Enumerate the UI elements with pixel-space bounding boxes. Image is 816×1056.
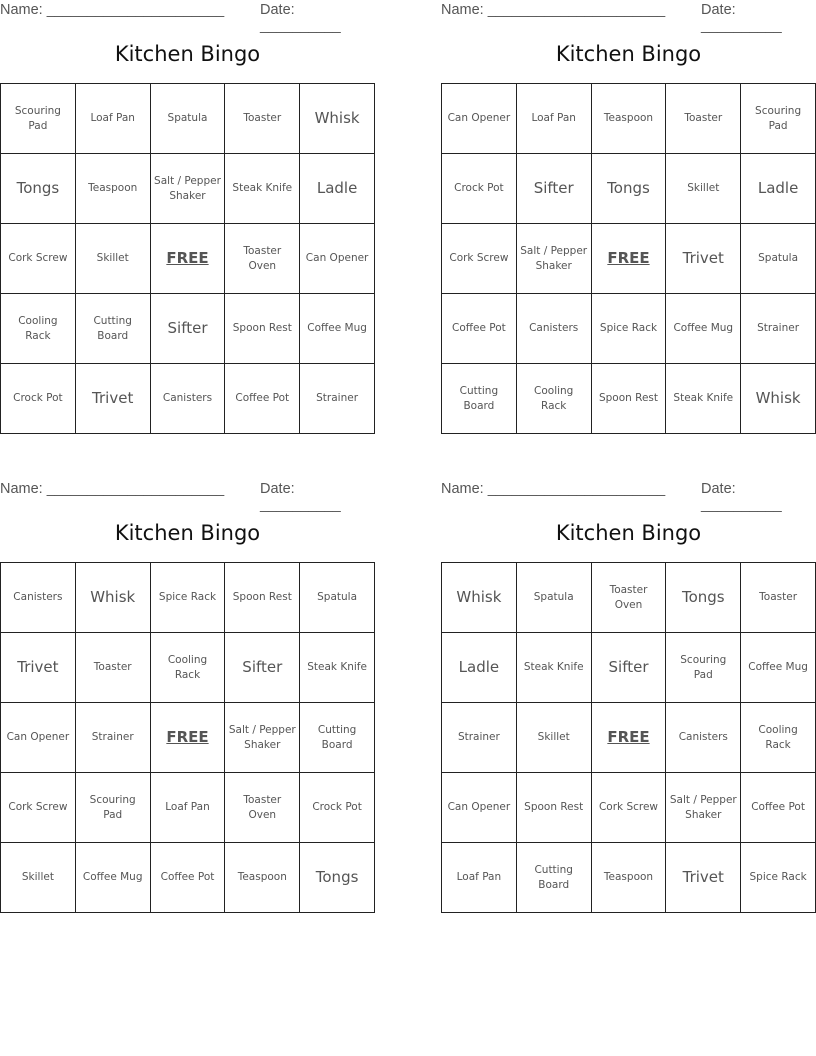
bingo-cell: Teaspoon bbox=[225, 843, 300, 913]
free-space-cell: FREE bbox=[592, 703, 667, 773]
bingo-cell: Toaster bbox=[225, 84, 300, 154]
bingo-cell: Toaster bbox=[76, 633, 151, 703]
card-header-fields bbox=[0, 2, 375, 34]
bingo-cell: Spatula bbox=[741, 224, 816, 294]
bingo-cell: Cork Screw bbox=[592, 773, 667, 843]
bingo-cell: Skillet bbox=[666, 154, 741, 224]
bingo-cell: Cooling Rack bbox=[151, 633, 226, 703]
bingo-cell: Whisk bbox=[300, 84, 375, 154]
bingo-cell: Crock Pot bbox=[300, 773, 375, 843]
bingo-cell: Strainer bbox=[300, 364, 375, 434]
bingo-cell: Ladle bbox=[741, 154, 816, 224]
bingo-cell: Toaster Oven bbox=[225, 773, 300, 843]
bingo-cell: Spice Rack bbox=[151, 563, 226, 633]
bingo-cell: Scouring Pad bbox=[666, 633, 741, 703]
bingo-cell: Skillet bbox=[1, 843, 76, 913]
bingo-cell: Spoon Rest bbox=[225, 563, 300, 633]
bingo-cell: Strainer bbox=[741, 294, 816, 364]
bingo-cell: Loaf Pan bbox=[151, 773, 226, 843]
card-title: Kitchen Bingo bbox=[555, 42, 702, 66]
bingo-cell: Tongs bbox=[300, 843, 375, 913]
bingo-cell: Tongs bbox=[666, 563, 741, 633]
date-field-label: Date: __________ bbox=[260, 481, 341, 513]
bingo-cell: Toaster bbox=[666, 84, 741, 154]
bingo-cell: Canisters bbox=[151, 364, 226, 434]
bingo-cell: Sifter bbox=[225, 633, 300, 703]
bingo-cell: Skillet bbox=[517, 703, 592, 773]
bingo-cell: Sifter bbox=[592, 633, 667, 703]
bingo-cell: Teaspoon bbox=[592, 843, 667, 913]
bingo-cell: Cooling Rack bbox=[517, 364, 592, 434]
bingo-cell: Can Opener bbox=[442, 773, 517, 843]
bingo-cell: Toaster Oven bbox=[592, 563, 667, 633]
bingo-cell: Coffee Mug bbox=[300, 294, 375, 364]
bingo-cell: Salt / Pepper Shaker bbox=[517, 224, 592, 294]
name-field-label: Name: ______________________ bbox=[441, 481, 666, 497]
bingo-cell: Coffee Mug bbox=[666, 294, 741, 364]
name-field-label: Name: ______________________ bbox=[0, 481, 225, 497]
bingo-cell: Steak Knife bbox=[666, 364, 741, 434]
date-field-label: Date: __________ bbox=[701, 2, 782, 34]
name-field-label: Name: ______________________ bbox=[0, 2, 225, 18]
bingo-cell: Coffee Pot bbox=[225, 364, 300, 434]
bingo-cell: Whisk bbox=[76, 563, 151, 633]
bingo-cell: Trivet bbox=[666, 224, 741, 294]
bingo-cell: Ladle bbox=[442, 633, 517, 703]
bingo-cell: Spice Rack bbox=[592, 294, 667, 364]
bingo-grid bbox=[0, 562, 375, 913]
free-space-cell: FREE bbox=[151, 703, 226, 773]
card-title: Kitchen Bingo bbox=[555, 521, 702, 545]
card-header-fields bbox=[0, 481, 375, 513]
bingo-cell: Spatula bbox=[300, 563, 375, 633]
card-title: Kitchen Bingo bbox=[114, 521, 261, 545]
bingo-cell: Loaf Pan bbox=[517, 84, 592, 154]
bingo-cell: Whisk bbox=[442, 563, 517, 633]
name-field-label: Name: ______________________ bbox=[441, 2, 666, 18]
free-space-cell: FREE bbox=[151, 224, 226, 294]
bingo-cell: Salt / Pepper Shaker bbox=[225, 703, 300, 773]
bingo-cell: Teaspoon bbox=[76, 154, 151, 224]
bingo-cell: Cutting Board bbox=[300, 703, 375, 773]
bingo-cell: Spoon Rest bbox=[225, 294, 300, 364]
bingo-cell: Coffee Mug bbox=[76, 843, 151, 913]
card-header-fields bbox=[441, 2, 816, 34]
bingo-cell: Coffee Pot bbox=[741, 773, 816, 843]
bingo-cell: Trivet bbox=[666, 843, 741, 913]
bingo-cell: Toaster Oven bbox=[225, 224, 300, 294]
bingo-card bbox=[441, 479, 816, 913]
bingo-cell: Cork Screw bbox=[442, 224, 517, 294]
bingo-cell: Skillet bbox=[76, 224, 151, 294]
bingo-cell: Scouring Pad bbox=[76, 773, 151, 843]
bingo-cell: Loaf Pan bbox=[76, 84, 151, 154]
bingo-grid bbox=[441, 562, 816, 913]
bingo-cell: Whisk bbox=[741, 364, 816, 434]
bingo-cell: Spatula bbox=[151, 84, 226, 154]
bingo-cell: Scouring Pad bbox=[1, 84, 76, 154]
bingo-card bbox=[441, 0, 816, 434]
bingo-cell: Can Opener bbox=[442, 84, 517, 154]
bingo-cell: Steak Knife bbox=[300, 633, 375, 703]
bingo-cell: Can Opener bbox=[300, 224, 375, 294]
bingo-grid bbox=[441, 83, 816, 434]
bingo-cell: Ladle bbox=[300, 154, 375, 224]
bingo-cell: Cutting Board bbox=[76, 294, 151, 364]
bingo-cell: Sifter bbox=[151, 294, 226, 364]
bingo-cell: Salt / Pepper Shaker bbox=[666, 773, 741, 843]
bingo-cell: Tongs bbox=[592, 154, 667, 224]
bingo-grid bbox=[0, 83, 375, 434]
bingo-cell: Trivet bbox=[76, 364, 151, 434]
bingo-cell: Cork Screw bbox=[1, 773, 76, 843]
bingo-cell: Coffee Pot bbox=[151, 843, 226, 913]
bingo-cell: Strainer bbox=[76, 703, 151, 773]
bingo-card bbox=[0, 479, 375, 913]
bingo-cell: Trivet bbox=[1, 633, 76, 703]
bingo-cell: Cutting Board bbox=[442, 364, 517, 434]
bingo-cell: Teaspoon bbox=[592, 84, 667, 154]
bingo-cell: Can Opener bbox=[1, 703, 76, 773]
bingo-cell: Cutting Board bbox=[517, 843, 592, 913]
bingo-cell: Steak Knife bbox=[225, 154, 300, 224]
bingo-cell: Sifter bbox=[517, 154, 592, 224]
bingo-cell: Spoon Rest bbox=[592, 364, 667, 434]
bingo-cell: Cork Screw bbox=[1, 224, 76, 294]
card-title: Kitchen Bingo bbox=[114, 42, 261, 66]
bingo-cell: Spatula bbox=[517, 563, 592, 633]
bingo-cell: Strainer bbox=[442, 703, 517, 773]
bingo-cell: Toaster bbox=[741, 563, 816, 633]
bingo-cell: Loaf Pan bbox=[442, 843, 517, 913]
bingo-cell: Canisters bbox=[1, 563, 76, 633]
date-field-label: Date: __________ bbox=[701, 481, 782, 513]
bingo-cell: Steak Knife bbox=[517, 633, 592, 703]
bingo-cell: Salt / Pepper Shaker bbox=[151, 154, 226, 224]
bingo-cell: Cooling Rack bbox=[741, 703, 816, 773]
bingo-cell: Crock Pot bbox=[1, 364, 76, 434]
bingo-cell: Coffee Pot bbox=[442, 294, 517, 364]
bingo-cell: Spice Rack bbox=[741, 843, 816, 913]
date-field-label: Date: __________ bbox=[260, 2, 341, 34]
bingo-cell: Tongs bbox=[1, 154, 76, 224]
card-header-fields bbox=[441, 481, 816, 513]
bingo-cell: Canisters bbox=[517, 294, 592, 364]
bingo-cell: Coffee Mug bbox=[741, 633, 816, 703]
bingo-card bbox=[0, 0, 375, 434]
bingo-cell: Scouring Pad bbox=[741, 84, 816, 154]
bingo-cell: Crock Pot bbox=[442, 154, 517, 224]
bingo-cell: Spoon Rest bbox=[517, 773, 592, 843]
free-space-cell: FREE bbox=[592, 224, 667, 294]
bingo-cell: Cooling Rack bbox=[1, 294, 76, 364]
bingo-cell: Canisters bbox=[666, 703, 741, 773]
